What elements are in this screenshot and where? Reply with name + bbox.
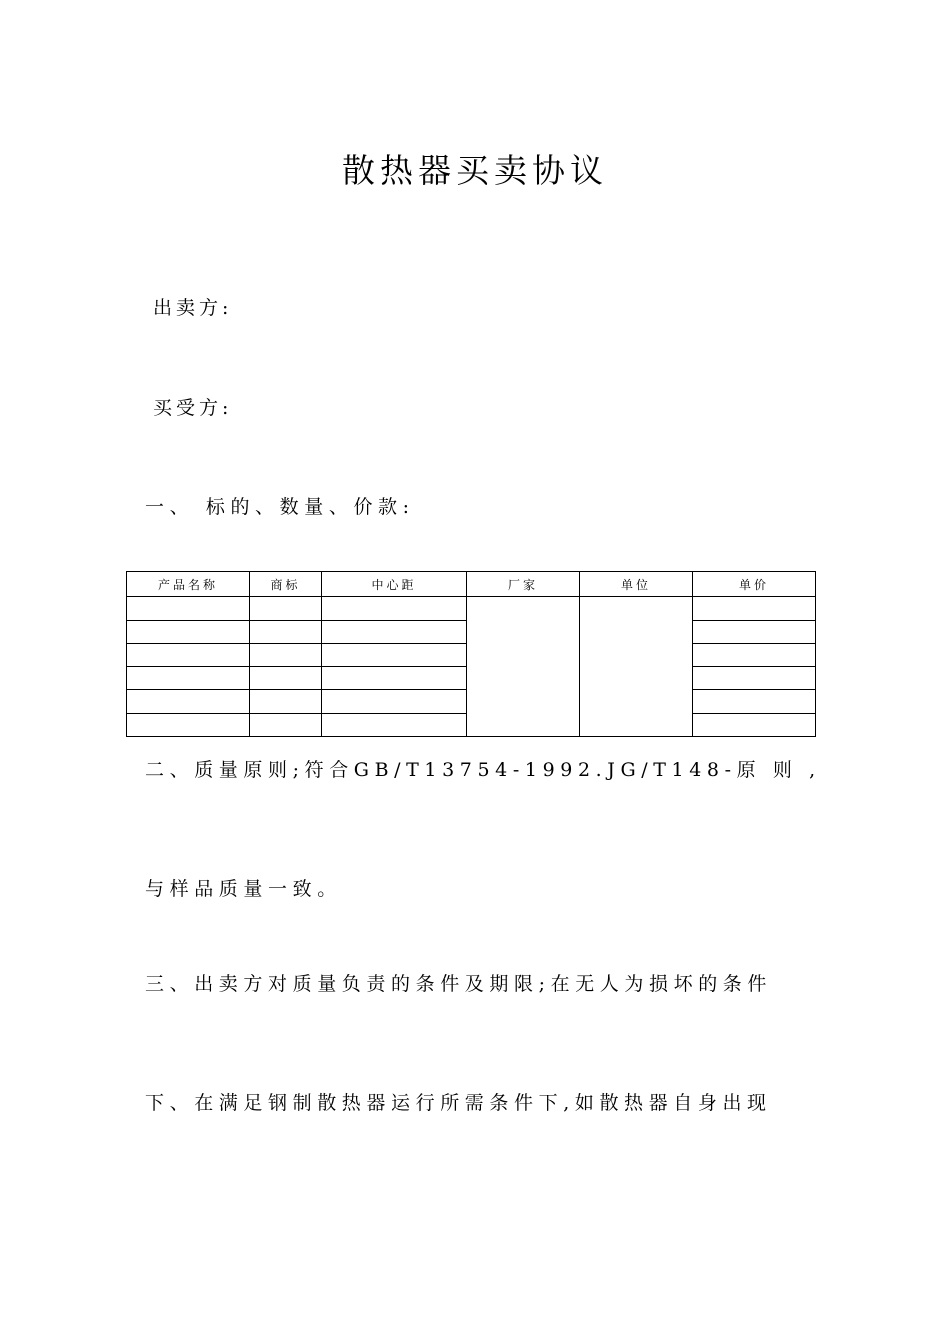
section2-line2: 与样品质量一致。 (145, 878, 342, 900)
seller-label: 出卖方: (153, 297, 233, 319)
section3-line1: 三、出卖方对质量负责的条件及期限;在无人为损坏的条件 (145, 973, 773, 995)
cell-center-distance (322, 597, 467, 620)
cell-unit-price (693, 620, 816, 643)
cell-product-name (127, 690, 250, 713)
header-product-name: 产品名称 (127, 572, 250, 597)
cell-trademark (250, 620, 322, 643)
header-manufacturer: 厂家 (467, 572, 580, 597)
cell-center-distance (322, 713, 467, 736)
cell-manufacturer (467, 597, 580, 737)
header-trademark: 商标 (250, 572, 322, 597)
header-unit-price: 单价 (693, 572, 816, 597)
cell-unit (580, 597, 693, 737)
cell-product-name (127, 667, 250, 690)
cell-unit-price (693, 643, 816, 666)
cell-trademark (250, 713, 322, 736)
cell-trademark (250, 667, 322, 690)
price-table (126, 571, 816, 737)
cell-unit-price (693, 667, 816, 690)
cell-product-name (127, 620, 250, 643)
cell-unit-price (693, 597, 816, 620)
table-header-row (127, 572, 816, 597)
cell-trademark (250, 690, 322, 713)
document-title: 散热器买卖协议 (342, 151, 608, 190)
cell-product-name (127, 597, 250, 620)
cell-unit-price (693, 690, 816, 713)
header-center-distance: 中心距 (322, 572, 467, 597)
cell-product-name (127, 643, 250, 666)
cell-product-name (127, 713, 250, 736)
cell-center-distance (322, 620, 467, 643)
cell-center-distance (322, 667, 467, 690)
table-row (127, 597, 816, 620)
cell-trademark (250, 643, 322, 666)
buyer-label: 买受方: (153, 397, 233, 419)
section2-line1: 二、质量原则;符合GB/T13754-1992.JG/T148-原 则 , (145, 759, 821, 781)
cell-center-distance (322, 643, 467, 666)
cell-trademark (250, 597, 322, 620)
section1-heading: 一、 标的、数量、价款: (145, 496, 415, 518)
cell-unit-price (693, 713, 816, 736)
header-unit: 单位 (580, 572, 693, 597)
section3-line2: 下、在满足钢制散热器运行所需条件下,如散热器自身出现 (145, 1092, 772, 1114)
cell-center-distance (322, 690, 467, 713)
